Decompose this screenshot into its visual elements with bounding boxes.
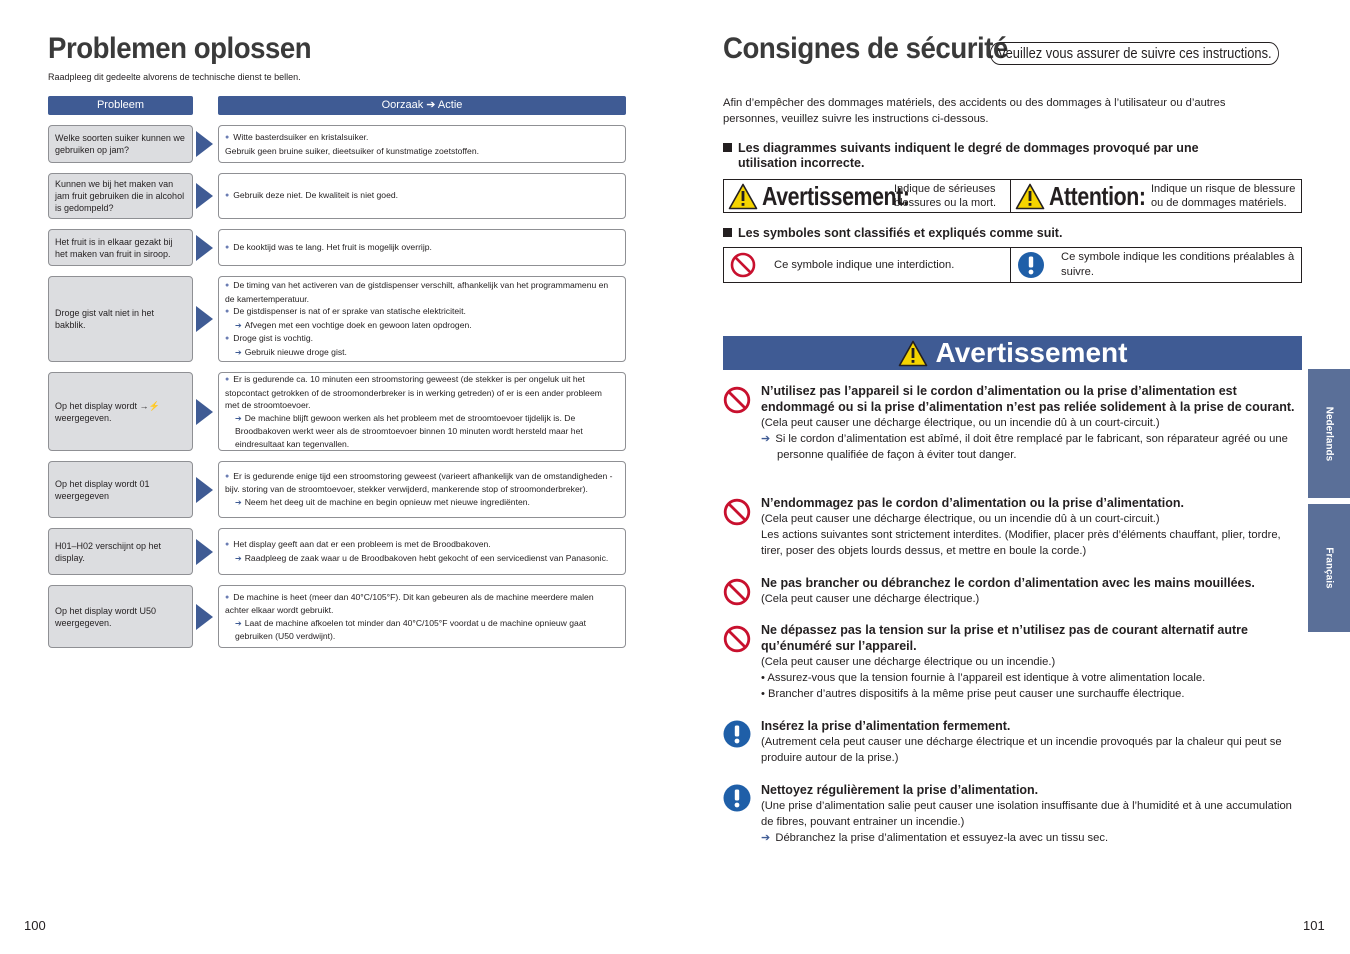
arrow-right-icon (196, 131, 213, 157)
warning-item (723, 495, 1301, 559)
page-number-left: 100 (24, 918, 46, 933)
cause-line: ● De gistdispenser is nat of er sprake van statische elektriciteit. (225, 305, 617, 319)
square-bullet-icon (723, 228, 732, 237)
square-bullet-icon (723, 143, 732, 152)
warning-triangle-icon (728, 183, 758, 210)
warning-item-text: • Brancher d’autres dispositifs à la même prise peut causer une surchauffe électrique. (761, 688, 1185, 700)
severity-caution-cell (1010, 180, 1301, 212)
instruction-pill: Veuillez vous assurer de suivre ces instructions. (990, 42, 1279, 65)
symbol-mandatory-cell (1010, 248, 1301, 282)
table-row (48, 173, 626, 219)
symbol-prohibit-cell (724, 248, 1010, 282)
cause-line: ● De machine is heet (meer dan 40°C/105°F). Dit kan gebeuren als de machine meerdere malen achter elkaar wordt gebruikt. (225, 591, 617, 617)
problem-cell: H01–H02 verschijnt op het display. (48, 528, 193, 575)
severity-table (723, 179, 1302, 213)
warning-item-heading: Ne dépassez pas la tension sur la prise et n’utilisez pas de courant alternatif autre qu’énuméré sur l’appareil. (761, 623, 1248, 653)
section-heading-severity: Les diagrammes suivants indiquent le degré de dommages provoqué par une utilisation incorrecte. (723, 141, 1199, 171)
prohibit-icon (723, 625, 751, 653)
table-row (48, 229, 626, 266)
warning-item-text: • Assurez-vous que la tension fournie à l’appareil est identique à votre alimentation locale. (761, 672, 1206, 684)
problem-cell: Kunnen we bij het maken van jam fruit gebruiken die in alcohol is gedompeld? (48, 173, 193, 219)
warning-item-text: (Cela peut causer une décharge électrique ou un incendie.) (761, 656, 1056, 668)
warning-item (723, 782, 1301, 846)
table-row (48, 276, 626, 362)
warning-item-text: (Autrement cela peut causer une décharge électrique et un incendie provoqués par la chaleur qui peut se produire autour de la prise.) (761, 736, 1282, 764)
arrow-right-icon (196, 306, 213, 332)
cause-action-cell (218, 461, 626, 518)
mandatory-icon (1017, 251, 1045, 279)
cause-line: ● Droge gist is vochtig. (225, 332, 617, 346)
cause-action-cell (218, 528, 626, 575)
column-header-problem: Probleem (48, 96, 193, 115)
cause-action-cell (218, 125, 626, 163)
mandatory-icon (723, 784, 751, 812)
side-tab-francais[interactable]: Français (1308, 504, 1350, 632)
table-row (48, 585, 626, 648)
prohibit-icon (723, 386, 751, 414)
action-line: ➔ Neem het deeg uit de machine en begin opnieuw met nieuwe ingrediënten. (225, 496, 617, 510)
warning-item-body (761, 495, 1301, 559)
problem-cell: Welke soorten suiker kunnen we gebruiken op jam? (48, 125, 193, 163)
problem-cell: Droge gist valt niet in het bakblik. (48, 276, 193, 362)
action-line: ➔ Afvegen met een vochtige doek en gewoon laten opdrogen. (225, 319, 617, 333)
warning-item (723, 383, 1301, 463)
arrow-right-icon (196, 477, 213, 503)
warning-item-heading: N’utilisez pas l’appareil si le cordon d’alimentation ou la prise d’alimentation est endommagé ou si la prise d’alimentation n’est pas reliée solidement à la prise de courant. (761, 384, 1295, 414)
prohibit-description: Ce symbole indique une interdiction. (774, 258, 955, 271)
warning-item-body (761, 718, 1301, 766)
symbol-table (723, 247, 1302, 283)
section-heading-symbols: Les symboles sont classifiés et expliqués comme suit. (723, 226, 1062, 241)
problem-cell: Het fruit is in elkaar gezakt bij het maken van fruit in siroop. (48, 229, 193, 266)
arrow-right-icon (196, 235, 213, 261)
warning-item-text: ➔ Si le cordon d’alimentation est abîmé, il doit être remplacé par le fabricant, son réparateur agréé ou une personne qualifiée de façon à éviter tout danger. (761, 431, 1301, 463)
problem-cell: Op het display wordt →⚡ weergegeven. (48, 372, 193, 451)
cause-action-cell (218, 372, 626, 451)
warning-item-text: (Une prise d’alimentation salie peut causer une isolation insuffisante due à l’humidité et à une accumulation de fibres, pouvant entrainer un incendie.) (761, 800, 1292, 828)
action-line: ➔ Raadpleeg de zaak waar u de Broodbakoven hebt gekocht of een servicedienst van Panasonic. (225, 552, 617, 566)
warning-label: Avertissement: (762, 180, 910, 211)
cause-action-cell (218, 229, 626, 266)
action-line: ➔ Laat de machine afkoelen tot minder dan 40°C/105°F voordat u de machine opnieuw gaat gebruiken (U50 verdwijnt). (225, 617, 617, 643)
warning-triangle-icon (898, 340, 928, 367)
warning-item (723, 622, 1301, 702)
warning-item-body (761, 575, 1301, 607)
prohibit-icon (723, 578, 751, 606)
table-row (48, 528, 626, 575)
prohibit-icon (723, 498, 751, 526)
mandatory-icon (723, 720, 751, 748)
problem-cell: Op het display wordt U50 weergegeven. (48, 585, 193, 648)
warning-item-heading: Ne pas brancher ou débranchez le cordon d’alimentation avec les mains mouillées. (761, 576, 1255, 590)
action-line: ➔ Gebruik nieuwe droge gist. (225, 346, 617, 360)
page-number-right: 101 (1303, 918, 1325, 933)
warning-item-text: ➔ Débranchez la prise d’alimentation et essuyez-la avec un tissu sec. (761, 830, 1301, 846)
table-row (48, 461, 626, 518)
warning-item-heading: N’endommagez pas le cordon d’alimentation ou la prise d’alimentation. (761, 496, 1184, 510)
cause-action-cell (218, 276, 626, 362)
cause-line: ● Er is gedurende ca. 10 minuten een stroomstoring geweest (de stekker is per ongeluk uit het stopcontact getrokken of de stroomonderbreker is in werking getreden) of er is een ander probleem met de stroomtoevoer. (225, 373, 617, 412)
arrow-right-icon (196, 399, 213, 425)
mandatory-description: Ce symbole indique les conditions préalables à suivre. (1061, 251, 1295, 278)
cause-line: ● Het display geeft aan dat er een probleem is met de Broodbakoven. (225, 538, 617, 552)
banner-title: Avertissement (935, 337, 1128, 368)
cause-line: ● Witte basterdsuiker en kristalsuiker. (225, 131, 617, 145)
warning-item-body (761, 383, 1301, 463)
cause-line: ● Er is gedurende enige tijd een stroomstoring geweest (varieert afhankelijk van de omstandigheden - bijv. storing van de stroomtoevoer, stekker verwijderd, mankerende stop of stroomonderbreker). (225, 470, 617, 496)
caution-triangle-icon (1015, 183, 1045, 210)
warning-description: Indique de sérieuses blessures ou la mort. (894, 183, 997, 209)
page-title-left: Problemen oplossen (48, 32, 312, 65)
column-header-cause-action: Oorzaak ➔ Actie (218, 96, 626, 115)
warning-banner (723, 336, 1302, 370)
intro-paragraph: Afin d’empêcher des dommages matériels, des accidents ou des dommages à l’utilisateur ou d’autres personnes, veuillez suivre les instructions ci-dessous. (723, 97, 1226, 125)
arrow-right-icon (196, 604, 213, 630)
warning-item-heading: Nettoyez régulièrement la prise d’alimentation. (761, 783, 1039, 797)
caution-label: Attention: (1049, 180, 1146, 211)
cause-line: ● Gebruik deze niet. De kwaliteit is niet goed. (225, 189, 617, 203)
arrow-right-icon (196, 539, 213, 565)
warning-item-body (761, 622, 1301, 702)
warning-item (723, 575, 1301, 607)
warning-item (723, 718, 1301, 766)
warning-item-text: (Cela peut causer une décharge électrique.) (761, 593, 980, 605)
warning-item-heading: Insérez la prise d’alimentation fermement. (761, 719, 1011, 733)
warning-item-text: Les actions suivantes sont strictement interdites. (Modifier, placer près d’éléments chauffant, plier, tordre, tirer, poser des objets lourds dessus, et mettre en boule la corde.) (761, 529, 1281, 557)
caution-description: Indique un risque de blessure ou de dommages matériels. (1151, 183, 1296, 209)
warning-item-text: (Cela peut causer une décharge électrique, ou un incendie dû à un court-circuit.) (761, 417, 1160, 429)
cause-line: ● De timing van het activeren van de gistdispenser verschilt, afhankelijk van het programmamenu en de kamertemperatuur. (225, 279, 617, 305)
severity-warning-cell (724, 180, 1010, 212)
cause-action-cell (218, 585, 626, 648)
cause-line: Gebruik geen bruine suiker, dieetsuiker of kunstmatige zoetstoffen. (225, 145, 479, 156)
page-subtitle-left: Raadpleeg dit gedeelte alvorens de technische dienst te bellen. (48, 72, 301, 82)
warning-item-body (761, 782, 1301, 846)
cause-line: ● De kooktijd was te lang. Het fruit is mogelijk overrijp. (225, 241, 617, 255)
side-tab-nederlands[interactable]: Nederlands (1308, 369, 1350, 498)
action-line: ➔ De machine blijft gewoon werken als het probleem met de stroomtoevoer tijdelijk is. De Broodbakoven werkt weer als de stroomtoevoer binnen 10 minuten wordt hersteld maar het eindresultaat kan tegenvallen. (225, 412, 617, 451)
table-row (48, 125, 626, 163)
page-title-right: Consignes de sécurité (723, 32, 1008, 65)
table-row (48, 372, 626, 451)
problem-cell: Op het display wordt 01 weergegeven (48, 461, 193, 518)
arrow-right-icon (196, 183, 213, 209)
cause-action-cell (218, 173, 626, 219)
prohibit-icon (730, 252, 756, 278)
warning-item-text: (Cela peut causer une décharge électrique, ou un incendie dû à un court-circuit.) (761, 513, 1160, 525)
